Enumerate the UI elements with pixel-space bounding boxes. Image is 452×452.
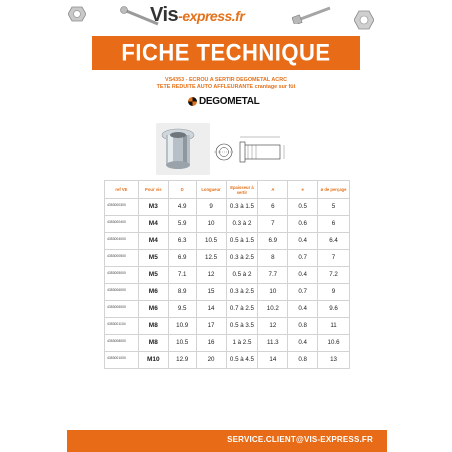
- table-cell: 0.3 à 2.5: [226, 284, 258, 301]
- table-cell: 0.7: [288, 284, 318, 301]
- table-cell: 20: [196, 352, 226, 369]
- table-cell: 0.8: [288, 352, 318, 369]
- table-cell: 7: [258, 216, 288, 233]
- table-cell: 17: [196, 318, 226, 335]
- table-cell: 8: [258, 250, 288, 267]
- table-cell: 5.9: [168, 216, 196, 233]
- table-cell: 15: [196, 284, 226, 301]
- table-cell: M4: [138, 216, 168, 233]
- table-cell: 4353000400: [105, 216, 139, 233]
- table-cell: 6.4: [318, 233, 350, 250]
- table-row: [105, 233, 350, 250]
- table-cell: 4353006000: [105, 284, 139, 301]
- table-header-row: [105, 181, 350, 199]
- site-logo: [150, 4, 244, 27]
- table-cell: 0.5 à 4.5: [226, 352, 258, 369]
- table-cell: M8: [138, 335, 168, 352]
- brand-name: DEGOMETAL: [199, 96, 260, 107]
- table-row: [105, 216, 350, 233]
- footer-banner: [67, 430, 387, 452]
- table-cell: M8: [138, 318, 168, 335]
- table-cell: 8.9: [168, 284, 196, 301]
- footer-email: SERVICE.CLIENT@VIS-EXPRESS.FR: [227, 435, 373, 444]
- table-cell: 1 à 2.5: [226, 335, 258, 352]
- col-header-vis: Pour vis: [138, 181, 168, 199]
- table-cell: 12.9: [168, 352, 196, 369]
- table-cell: M10: [138, 352, 168, 369]
- table-cell: 12: [196, 267, 226, 284]
- product-photo: [156, 123, 210, 175]
- col-header-thickness: Epaisseur à sertir: [226, 181, 258, 199]
- table-cell: 5: [318, 199, 350, 216]
- table-row: [105, 267, 350, 284]
- table-cell: 10.2: [258, 301, 288, 318]
- title-banner: [92, 36, 360, 70]
- table-cell: 4353006000: [105, 301, 139, 318]
- table-cell: 11.3: [258, 335, 288, 352]
- table-cell: 4353004000: [105, 233, 139, 250]
- technical-drawing: [214, 132, 294, 170]
- degometal-logo-icon: [188, 97, 197, 106]
- table-cell: 0.5 à 1.5: [226, 233, 258, 250]
- col-header-drill: ø de perçage: [318, 181, 350, 199]
- table-cell: 10.5: [196, 233, 226, 250]
- table-cell: 10.6: [318, 335, 350, 352]
- table-cell: 10: [258, 284, 288, 301]
- table-cell: 4353000500: [105, 250, 139, 267]
- table-cell: 6: [318, 216, 350, 233]
- table-cell: 0.7 à 2.5: [226, 301, 258, 318]
- table-row: [105, 284, 350, 301]
- table-cell: 9.6: [318, 301, 350, 318]
- table-cell: 4.9: [168, 199, 196, 216]
- table-cell: 0.5: [288, 199, 318, 216]
- table-cell: 4353001000: [105, 352, 139, 369]
- table-cell: 10.9: [168, 318, 196, 335]
- table-cell: 6.9: [258, 233, 288, 250]
- table-cell: 0.4: [288, 233, 318, 250]
- table-cell: 0.3 à 2: [226, 216, 258, 233]
- table-cell: M5: [138, 267, 168, 284]
- table-cell: 4353008000: [105, 335, 139, 352]
- table-cell: 0.5 à 2: [226, 267, 258, 284]
- logo-main-text: Vis: [150, 4, 179, 26]
- table-cell: M5: [138, 250, 168, 267]
- col-header-a: A: [258, 181, 288, 199]
- table-cell: M4: [138, 233, 168, 250]
- table-cell: 0.6: [288, 216, 318, 233]
- table-cell: 7.1: [168, 267, 196, 284]
- table-cell: 13: [318, 352, 350, 369]
- col-header-length: Longueur: [196, 181, 226, 199]
- table-cell: 7: [318, 250, 350, 267]
- table-cell: 7.7: [258, 267, 288, 284]
- brand-logo: [188, 96, 259, 107]
- table-row: [105, 301, 350, 318]
- table-cell: 0.8: [288, 318, 318, 335]
- table-body: [105, 199, 350, 369]
- table-cell: 4353005000: [105, 267, 139, 284]
- table-cell: 12: [258, 318, 288, 335]
- table-cell: 6.3: [168, 233, 196, 250]
- table-cell: 0.5 à 3.5: [226, 318, 258, 335]
- table-cell: 12.5: [196, 250, 226, 267]
- table-cell: 6: [258, 199, 288, 216]
- table-cell: 0.4: [288, 301, 318, 318]
- table-cell: 9: [196, 199, 226, 216]
- table-cell: 16: [196, 335, 226, 352]
- col-header-e: e: [288, 181, 318, 199]
- table-cell: 10.5: [168, 335, 196, 352]
- table-cell: 14: [258, 352, 288, 369]
- table-cell: 0.3 à 2.5: [226, 250, 258, 267]
- col-header-d: D: [168, 181, 196, 199]
- nut-icon: [68, 6, 86, 22]
- product-description-line2: TETE REDUITE AUTO AFFLEURANTE crantage sur fût: [156, 84, 296, 90]
- table-cell: 9.5: [168, 301, 196, 318]
- bolt-icon: [292, 4, 332, 24]
- table-row: [105, 199, 350, 216]
- table-cell: 9: [318, 284, 350, 301]
- table-cell: 4353001104: [105, 318, 139, 335]
- table-cell: 0.4: [288, 267, 318, 284]
- table-cell: 10: [196, 216, 226, 233]
- table-cell: 7.2: [318, 267, 350, 284]
- table-cell: M6: [138, 284, 168, 301]
- table-cell: 11: [318, 318, 350, 335]
- page-title: FICHE TECHNIQUE: [121, 38, 331, 67]
- table-cell: M3: [138, 199, 168, 216]
- col-header-ref: ref VE: [105, 181, 139, 199]
- table-row: [105, 352, 350, 369]
- product-description-line1: VS4353 - ECROU A SERTIR DEGOMETAL ACRC: [164, 77, 287, 83]
- logo-domain-text: -express.fr: [178, 8, 245, 24]
- table-row: [105, 335, 350, 352]
- table-row: [105, 318, 350, 335]
- specifications-table: [104, 180, 350, 369]
- table-cell: 0.7: [288, 250, 318, 267]
- table-cell: 0.4: [288, 335, 318, 352]
- table-cell: 6.9: [168, 250, 196, 267]
- table-cell: 0.3 à 1.5: [226, 199, 258, 216]
- table-cell: 4353000300: [105, 199, 139, 216]
- table-cell: 14: [196, 301, 226, 318]
- table-cell: M6: [138, 301, 168, 318]
- table-row: [105, 250, 350, 267]
- washer-icon: [354, 10, 374, 30]
